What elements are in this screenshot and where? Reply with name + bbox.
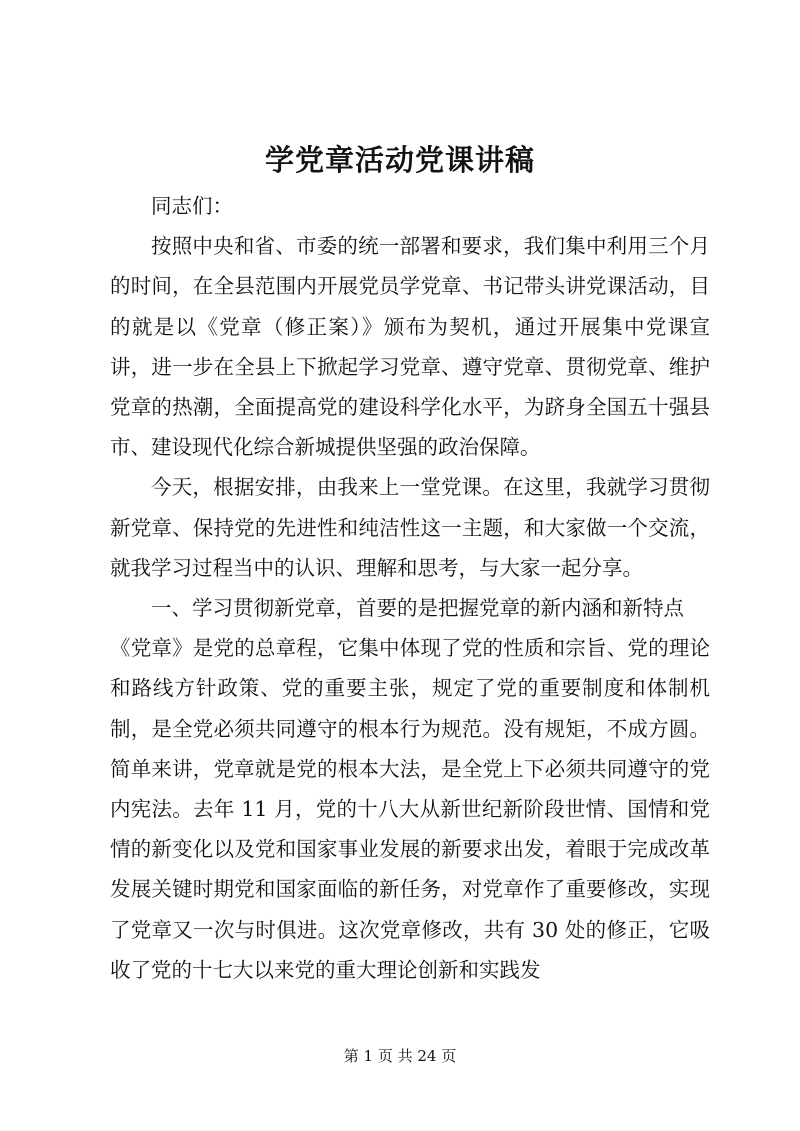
section-heading-1: 一、学习贯彻新党章，首要的是把握党章的新内涵和新特点 <box>151 596 684 621</box>
paragraph-3: 《党章》是党的总章程，它集中体现了党的性质和宗旨、党的理论和路线方针政策、党的重要主张，规定了党的重要制度和体制机制，是全党必须共同遵守的根本行为规范。没有规矩，不成方圆。简单来讲，党章就是党的根本大法，是全党上下必须共同遵守的党内宪法。去年 11 月，党的十八大从新世纪新阶段世情、国情和党情的新变化以及党和国家事业发展的新要求出发，着眼于完成改革发展关键时期党和国家面临的新任务，对党章作了重要修改，实现了党章又一次与时俱进。这次党章修改，共有 30 处的修正，它吸收了党的十七大以来党的重大理论创新和实践发 <box>110 636 710 982</box>
paragraph-1: 按照中央和省、市委的统一部署和要求，我们集中利用三个月的时间，在全县范围内开展党员学党章、书记带头讲党课活动，目的就是以《党章（修正案）》颁布为契机，通过开展集中党课宣讲，进一步在全县上下掀起学习党章、遵守党章、贯彻党章、维护党章的热潮，全面提高党的建设科学化水平，为跻身全国五十强县市、建设现代化综合新城提供坚强的政治保障。 <box>110 234 710 460</box>
salutation: 同志们： <box>151 194 233 218</box>
paragraph-2: 今天，根据安排，由我来上一堂党课。在这里，我就学习贯彻新党章、保持党的先进性和纯洁性这一主题，和大家做一个交流，就我学习过程当中的认识、理解和思考，与大家一起分享。 <box>110 475 710 580</box>
document-title: 学党章活动党课讲稿 <box>264 143 535 177</box>
page-footer: 第 1 页 共 24 页 <box>343 1047 457 1065</box>
document-body <box>110 186 710 990</box>
